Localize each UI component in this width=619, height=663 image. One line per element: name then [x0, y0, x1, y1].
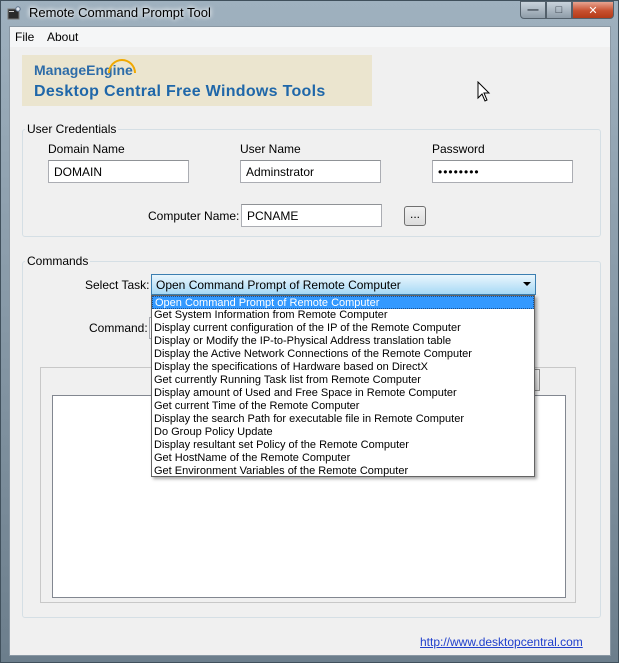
dropdown-arrow-icon[interactable]: [523, 282, 531, 286]
task-option[interactable]: Display amount of Used and Free Space in Remote Computer: [154, 387, 457, 399]
task-option[interactable]: Display the search Path for executable file in Remote Computer: [154, 413, 464, 425]
computer-name-label: Computer Name:: [148, 209, 240, 223]
brand-name: ManageEngine: [34, 62, 133, 78]
task-option[interactable]: Get current Time of the Remote Computer: [154, 400, 360, 412]
menu-about[interactable]: About: [47, 30, 79, 44]
commands-label: Commands: [27, 254, 89, 268]
task-option[interactable]: Get Environment Variables of the Remote Computer: [154, 465, 409, 477]
window-title: Remote Command Prompt Tool: [29, 5, 211, 20]
command-label: Command:: [89, 321, 148, 335]
banner-title: Desktop Central Free Windows Tools: [34, 83, 326, 100]
selected-task-text: Open Command Prompt of Remote Computer: [156, 278, 401, 292]
domain-name-label: Domain Name: [48, 142, 125, 156]
title-bar[interactable]: [1, 1, 619, 25]
password-label: Password: [432, 142, 485, 156]
task-option[interactable]: Get HostName of the Remote Computer: [154, 452, 351, 464]
task-option[interactable]: Display resultant set Policy of the Remote Computer: [154, 439, 409, 451]
select-task-dropdown[interactable]: [151, 274, 536, 295]
close-button[interactable]: ✕: [572, 1, 614, 19]
task-dropdown-list[interactable]: [151, 295, 535, 477]
domain-name-field[interactable]: DOMAIN: [48, 160, 189, 183]
task-option[interactable]: Get currently Running Task list from Remote Computer: [154, 374, 421, 386]
maximize-button[interactable]: □: [546, 1, 572, 19]
browse-computer-button[interactable]: ...: [404, 206, 426, 226]
client-area: [9, 26, 611, 656]
task-option[interactable]: Open Command Prompt of Remote Computer: [152, 296, 534, 309]
minimize-button[interactable]: —: [520, 1, 546, 19]
mouse-cursor-icon: [477, 81, 491, 103]
task-option[interactable]: Display current configuration of the IP of the Remote Computer: [154, 322, 461, 334]
computer-name-field[interactable]: PCNAME: [241, 204, 382, 227]
website-link[interactable]: http://www.desktopcentral.com: [420, 635, 583, 649]
password-field[interactable]: ••••••••: [432, 160, 573, 183]
task-option[interactable]: Display or Modify the IP-to-Physical Address translation table: [154, 335, 452, 347]
window-controls: [520, 1, 614, 19]
task-option[interactable]: Display the Active Network Connections of the Remote Computer: [154, 348, 472, 360]
user-credentials-label: User Credentials: [27, 122, 117, 136]
user-name-label: User Name: [240, 142, 301, 156]
select-task-label: Select Task:: [85, 278, 150, 292]
app-icon: [7, 6, 21, 20]
task-option[interactable]: Get System Information from Remote Computer: [154, 309, 388, 321]
banner-logo: [22, 55, 372, 106]
task-option[interactable]: Display the specifications of Hardware based on DirectX: [154, 361, 428, 373]
user-name-field[interactable]: Adminstrator: [240, 160, 381, 183]
menu-file[interactable]: File: [15, 30, 35, 44]
task-option[interactable]: Do Group Policy Update: [154, 426, 273, 438]
menu-bar: [10, 27, 610, 47]
